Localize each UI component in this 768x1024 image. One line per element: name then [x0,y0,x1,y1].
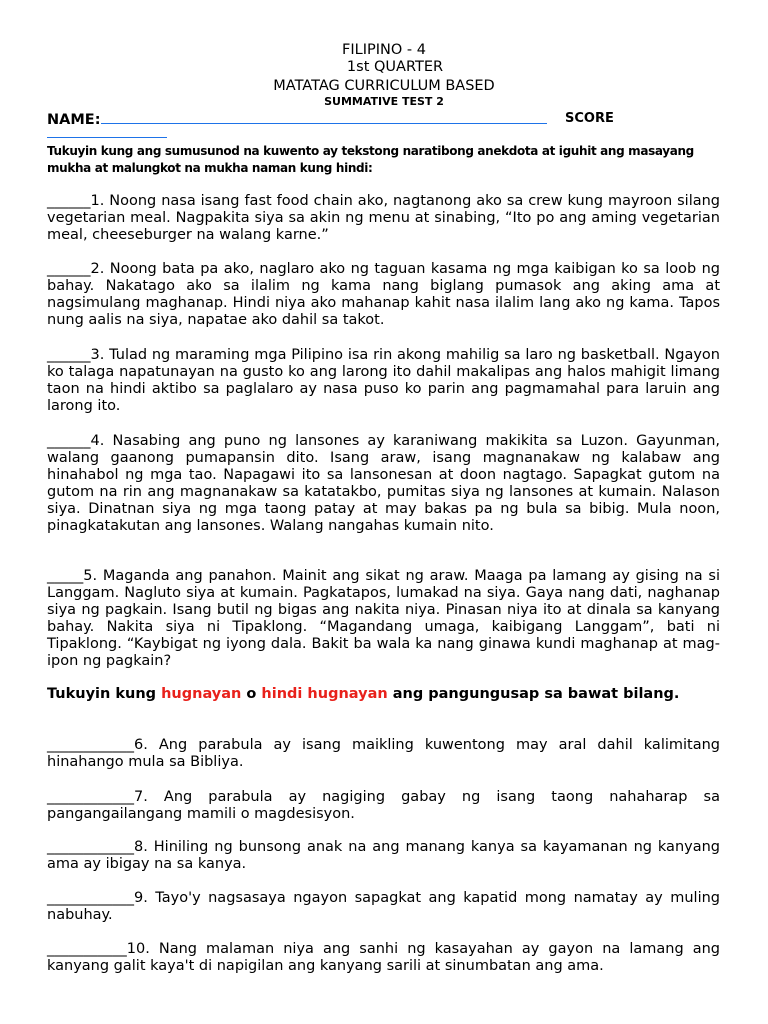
question-text: 9. Tayo'y nagsasaya ngayon sapagkat ang kapatid mong namatay ay muling nabuhay. [47,890,720,923]
question-text: 6. Ang parabula ay isang maikling kuwentong may aral dahil kalimitang hinahango mula sa Bibliya. [47,737,720,770]
answer-blank: ____________ [47,789,134,805]
keyword-hugnayan: hugnayan [161,686,242,702]
question-3 [47,347,720,415]
question-10 [47,941,720,975]
name-row [47,109,547,128]
question-text: 7. Ang parabula ay nagiging gabay ng isang taong nahaharap sa pangangailangang mamili o magdesisyon. [47,789,720,822]
answer-blank: ______ [47,347,91,363]
question-8 [47,839,720,873]
score-label: SCORE [565,111,614,126]
question-text: 10. Nang malaman niya ang sanhi ng kasayahan ay gayon na lamang ang kanyang galit kaya't di napigilan ang kanyang sarili at sinumbatan ang ama. [47,941,720,974]
keyword-hindi-hugnayan: hindi hugnayan [261,686,388,702]
question-text: 4. Nasabing ang puno ng lansones ay karaniwang makikita sa Luzon. Gayunman, walang gaanong pumapansin dito. Isang araw, isang magnanakaw ng kalabaw ang hinahabol ng mga tao. Napagawi ito sa lansonesan at doon nagtago. Sapagkat gutom na gutom na rin ang magnanakaw sa katatakbo, pumitas siya ng lansones at kumain. Nalason siya. Dinatnan siya ng mga taong patay at may bakas pa ng bula sa bibig. Mula noon, pinagkatakutan ang lansones. Walang nangahas kumain nito. [47,433,720,534]
answer-blank: ____________ [47,737,134,753]
question-text: 2. Noong bata pa ako, naglaro ako ng taguan kasama ng mga kaibigan ko sa loob ng bahay. Nakatago ako sa ilalim ng kama nang biglang pumasok ang aking ama at nagsimulang maghanap. Hindi niya ako mahanap kahit nasa ilalim lang ako ng kama. Tapos nung aalis na siya, napatae ako dahil sa takot. [47,261,720,328]
answer-blank: ____________ [47,839,134,855]
question-text: 8. Hiniling ng bunsong anak na ang manang kanya sa kayamanan ng kanyang ama ay ibigay na sa kanya. [47,839,720,872]
instruction-part2 [47,686,720,703]
question-text: 1. Noong nasa isang fast food chain ako, nagtanong ako sa crew kung mayroon silang vegetarian meal. Nagpakita siya sa akin ng menu at sinabing, “Ito po ang aming vegetarian meal, cheeseburger na walang karne.” [47,193,720,243]
question-5 [47,568,720,670]
question-6 [47,737,720,771]
question-4 [47,433,720,535]
name-blank-line [101,109,547,124]
curriculum-title: MATATAG CURRICULUM BASED [273,78,495,94]
answer-blank: ______ [47,193,91,209]
answer-blank: _____ [47,568,84,584]
question-text: 5. Maganda ang panahon. Mainit ang sikat ng araw. Maaga pa lamang ay gising na si Langgam. Nagluto siya at kumain. Pagkatapos, lumakad na siya. Gaya nang dati, naghanap siya ng pagkain. Isang butil ng bigas ang nakita niya. Pinasan niya ito at dinala sa kanyang bahay. Nakita siya ni Tipaklong. “Magandang umaga, kaibigang Langgam”, bati ni Tipaklong. “Kaybigat ng iyong dala. Bakit ba wala ka nang ginawa kundi maghanap at mag-ipon ng pagkain? [47,568,720,669]
question-1 [47,193,720,244]
answer-blank: ______ [47,433,91,449]
instruction-text: o [241,686,262,702]
name-label: NAME: [47,112,101,128]
test-title: SUMMATIVE TEST 2 [324,95,444,108]
question-7 [47,789,720,823]
instruction-text: ang pangungusap sa bawat bilang. [387,686,680,702]
answer-blank: ___________ [47,941,127,957]
instruction-part1: Tukuyin kung ang sumusunod na kuwento ay tekstong naratibong anekdota at iguhit ang masayang mukha at malungkot na mukha naman kung hindi: [47,144,694,175]
answer-blank: ______ [47,261,91,277]
quarter-title: 1st QUARTER [346,59,444,75]
answer-blank: ____________ [47,890,134,906]
question-9 [47,890,720,924]
subject-title: FILIPINO - 4 [342,42,426,58]
question-2 [47,261,720,329]
instruction-text: Tukuyin kung [47,686,162,702]
question-text: 3. Tulad ng maraming mga Pilipino isa rin akong mahilig sa laro ng basketball. Ngayon ko talaga napatunayan na gusto ko ang larong ito dahil makalipas ang halos mahigit limang taon na hindi aktibo sa paglalaro ay nasa puso ko parin ang pagmamahal para laruin ang larong ito. [47,347,720,414]
score-blank-line [47,137,167,138]
